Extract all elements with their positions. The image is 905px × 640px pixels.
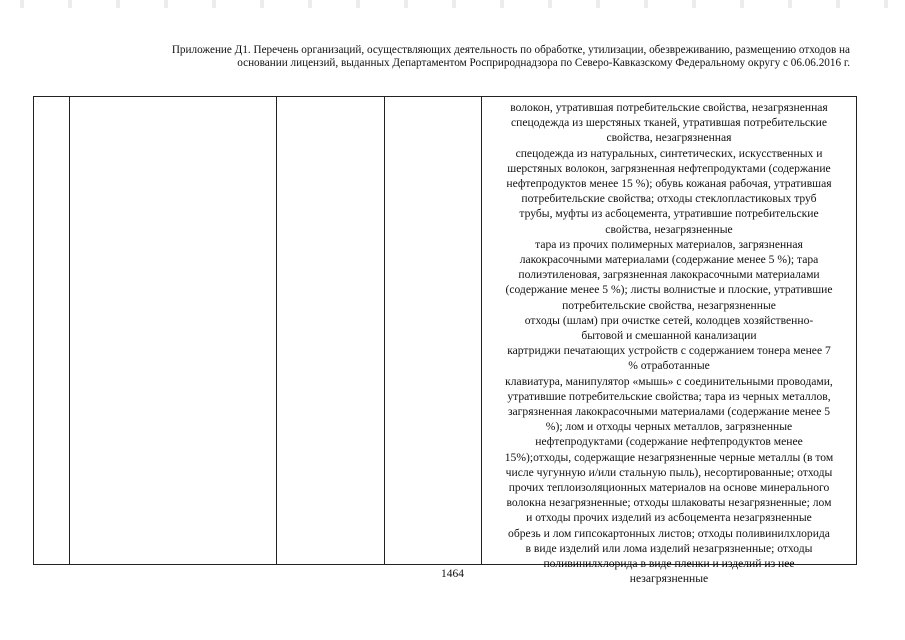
waste-line: лакокрасочными материалами (содержание менее 5 %); тара: [519, 253, 819, 267]
header-line-1: Приложение Д1. Перечень организаций, осуществляющих деятельность по обработке, утилизации, обезвреживанию, размещению отходов на: [171, 44, 850, 56]
waste-line: спецодежда из натуральных, синтетических, искусственных и: [515, 146, 823, 160]
waste-line: утратившие потребительские свойства; тара из черных металлов,: [507, 389, 831, 403]
waste-line: обрезь и лом гипсокартонных листов; отходы поливинилхлорида: [508, 526, 830, 540]
waste-line: полиэтиленовая, загрязненная лакокрасочными материалами: [518, 268, 820, 282]
table-column-activity: [385, 97, 482, 564]
waste-line: спецодежда из шерстяных тканей, утратившая потребительские: [510, 116, 828, 130]
waste-line: волокон, утратившая потребительские свойства, незагрязненная: [510, 101, 828, 114]
waste-line: загрязненная лакокрасочными материалами (содержание менее 5: [507, 405, 831, 419]
waste-line: (содержание менее 5 %); листы волнистые и плоские, утратившие: [505, 283, 833, 297]
waste-line: прочих теплоизоляционных материалов на основе минерального: [508, 481, 830, 495]
waste-line: в виде изделий или лома изделий незагрязненные; отходы: [525, 541, 813, 555]
waste-line: нефтепродуктами (содержание нефтепродуктов менее: [535, 435, 803, 449]
waste-line: потребительские свойства; отходы стеклопластиковых труб: [521, 192, 817, 206]
waste-line: свойства, незагрязненные: [605, 222, 733, 236]
waste-line: клавиатура, манипулятор «мышь» с соединительными проводами,: [505, 374, 833, 388]
waste-line: поливинилхлорида в виде пленки и изделий из нее: [543, 557, 795, 571]
waste-line: свойства, незагрязненная: [606, 131, 732, 145]
waste-line: отходы (шлам) при очистке сетей, колодцев хозяйственно-: [524, 313, 814, 327]
table-column-license: [277, 97, 385, 564]
table-column-number: [34, 97, 70, 564]
waste-line: волокна незагрязненные; отходы шлаковаты незагрязненные; лом: [506, 496, 832, 510]
waste-line: %); лом и отходы черных металлов, загрязненные: [545, 420, 793, 434]
waste-line: картриджи печатающих устройств с содержанием тонера менее 7: [507, 344, 831, 358]
waste-line: числе чугунную и/или стальную пыль), несортированные; отходы: [505, 465, 833, 479]
waste-line: и отходы прочих изделий из асбоцемента незагрязненные: [526, 511, 812, 525]
document-header: [60, 44, 850, 70]
waste-line: трубы, муфты из асбоцемента, утратившие потребительские: [519, 207, 819, 221]
page-number: 1464: [441, 568, 464, 580]
waste-line: потребительские свойства, незагрязненные: [562, 298, 776, 312]
waste-line: бытовой и смешанной канализации: [581, 329, 757, 343]
scan-artifact-strip: [0, 0, 905, 8]
waste-line: нефтепродуктов менее 15 %); обувь кожаная рабочая, утратившая: [506, 177, 832, 191]
header-line-2: основании лицензий, выданных Департаментом Росприроднадзора по Северо-Кавказскому Федеральному округу с 06.06.2016 г.: [237, 57, 850, 69]
waste-line: 15%);отходы, содержащие незагрязненные черные металлы (в том: [504, 450, 834, 464]
table-column-organization: [70, 97, 277, 564]
waste-line: % отработанные: [628, 359, 710, 373]
waste-line: незагрязненные: [629, 572, 709, 586]
waste-line: тара из прочих полимерных материалов, загрязненная: [535, 237, 803, 251]
waste-line: шерстяных волокон, загрязненная нефтепродуктами (содержание: [507, 161, 831, 175]
table-column-waste-types: [482, 97, 856, 586]
